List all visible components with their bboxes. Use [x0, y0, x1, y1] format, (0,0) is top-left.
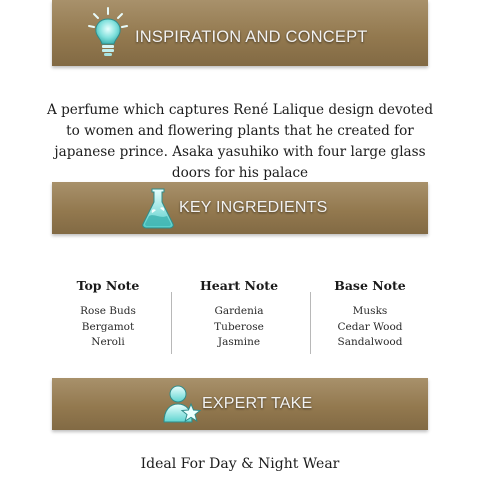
top-note-item: Rose Buds — [80, 305, 136, 317]
top-note-item: Neroli — [91, 336, 125, 348]
top-note-item: Bergamot — [81, 320, 135, 333]
inspiration-description: A perfume which captures René Lalique design devoted to women and flowering plants that he created for japanese prince. Asaka yasuhiko with four large glass doors for his palace — [46, 102, 434, 181]
ingredients-banner — [52, 182, 428, 234]
base-note-item: Musks — [352, 305, 388, 317]
base-note-item: Sandalwood — [337, 336, 403, 348]
top-note-label: Top Note — [76, 278, 140, 293]
ingredients-title: KEY INGREDIENTS — [179, 199, 328, 216]
heart-note-column — [179, 278, 299, 351]
expert-banner — [52, 378, 428, 430]
heart-note-item: Gardenia — [214, 305, 264, 317]
expert-title: EXPERT TAKE — [202, 395, 313, 412]
inspiration-banner — [52, 0, 428, 66]
heart-note-label: Heart Note — [199, 278, 279, 293]
heart-note-item: Tuberose — [214, 320, 264, 333]
base-note-column — [310, 278, 430, 351]
expert-text: Ideal For Day & Night Wear — [140, 456, 340, 472]
inspiration-title: INSPIRATION AND CONCEPT — [135, 27, 368, 46]
notes-table — [48, 278, 432, 358]
expert-star-icon — [162, 382, 202, 426]
base-note-label: Base Note — [334, 278, 406, 293]
lightbulb-icon — [86, 6, 130, 60]
base-note-item: Cedar Wood — [337, 320, 403, 333]
column-divider — [171, 292, 172, 354]
flask-icon — [140, 186, 176, 230]
heart-note-item: Jasmine — [217, 336, 261, 348]
top-note-column — [48, 278, 168, 351]
